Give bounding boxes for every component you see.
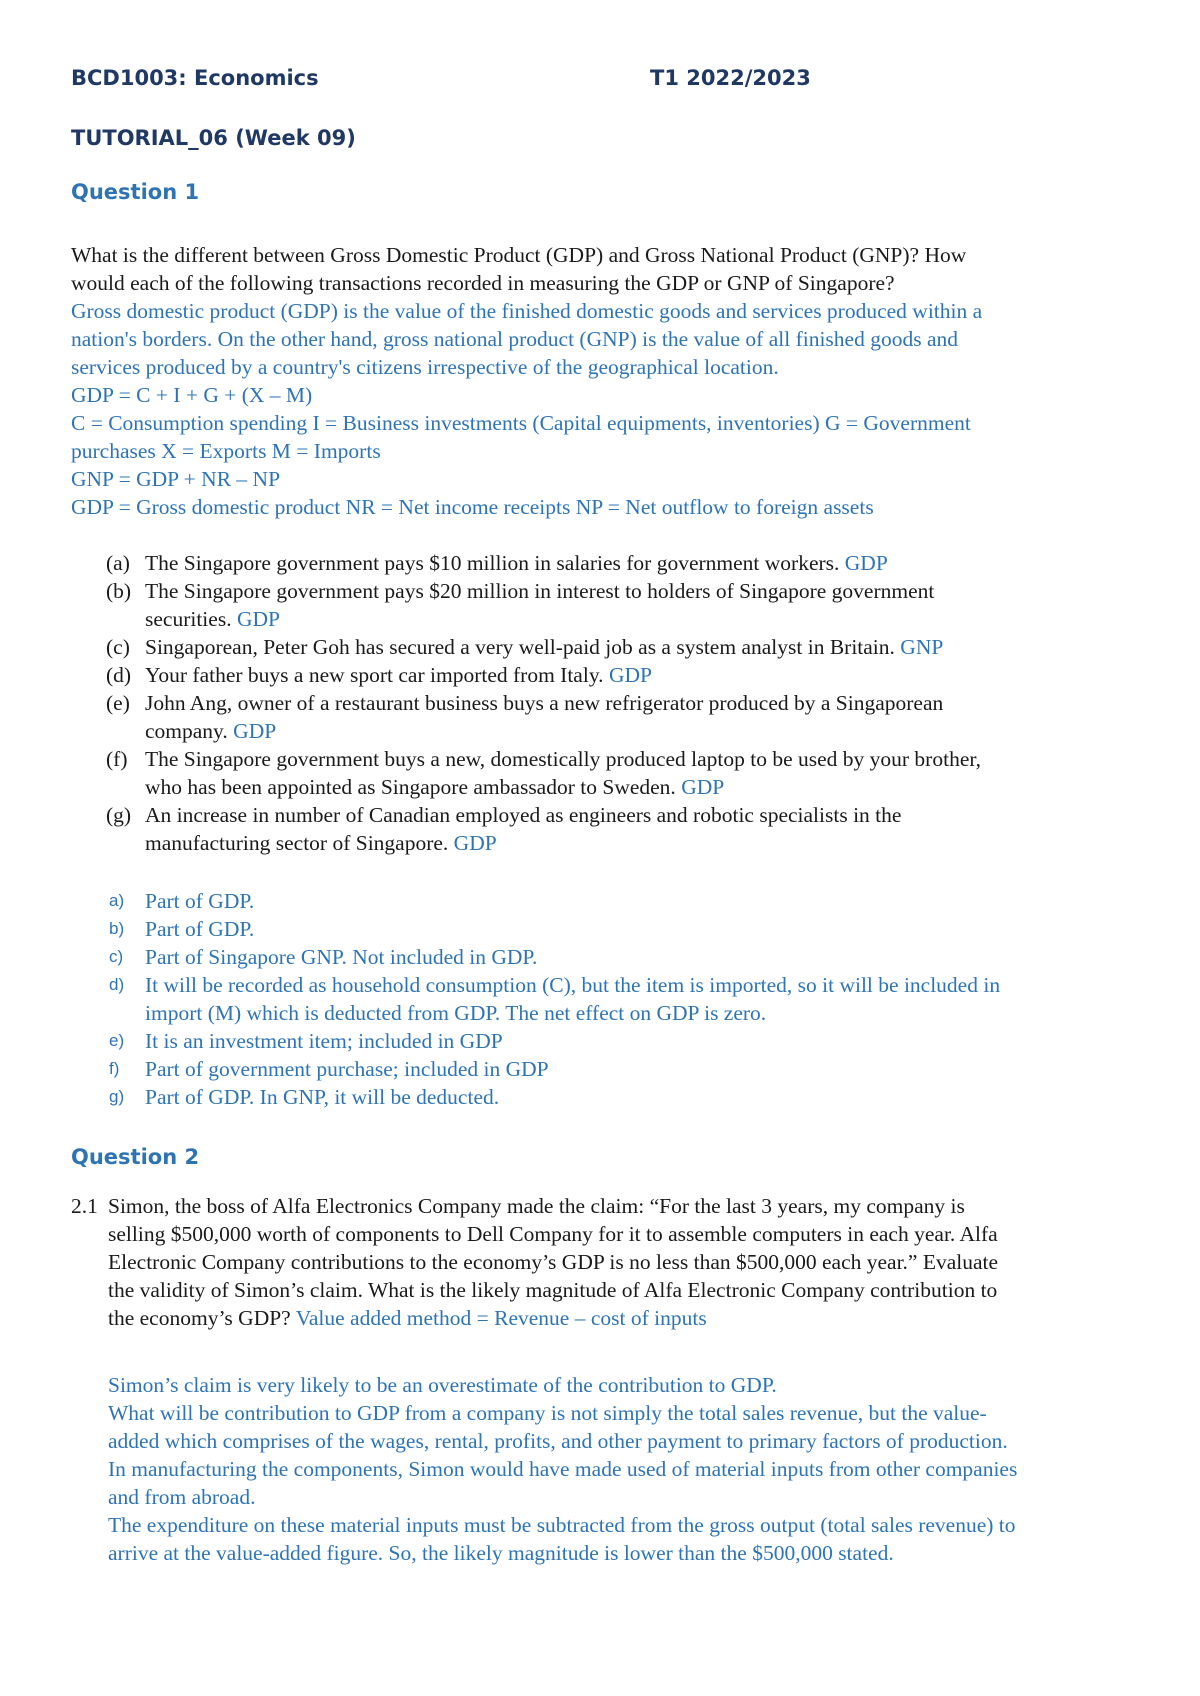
answer-marker: a) bbox=[109, 891, 125, 910]
answer-text: Part of GDP. bbox=[145, 917, 255, 941]
item-text bbox=[145, 549, 1145, 577]
answer-marker: d) bbox=[109, 975, 125, 994]
question-2-answer-line: What will be contribution to GDP from a company is not simply the total sales revenue, but the value- bbox=[108, 1401, 987, 1425]
answer-text: Part of GDP. bbox=[145, 889, 255, 913]
list-item bbox=[0, 689, 1200, 745]
question-2-answer-line: In manufacturing the components, Simon would have made used of material inputs from other companies bbox=[108, 1457, 1018, 1481]
item-answer-tag: GDP bbox=[236, 607, 280, 631]
transaction-list bbox=[0, 549, 1200, 857]
item-line: securities. bbox=[145, 607, 232, 631]
item-line: who has been appointed as Singapore ambassador to Sweden. bbox=[145, 775, 676, 799]
item-marker: (d) bbox=[106, 663, 132, 687]
list-item bbox=[0, 549, 1200, 577]
list-item bbox=[0, 971, 1200, 1027]
item-text bbox=[145, 689, 1145, 745]
question-1-answer-line: purchases X = Exports M = Imports bbox=[71, 439, 381, 463]
list-item bbox=[0, 801, 1200, 857]
question-2-answer-line: Simon’s claim is very likely to be an overestimate of the contribution to GDP. bbox=[108, 1373, 777, 1397]
item-marker: (a) bbox=[106, 551, 130, 575]
answer-text: It is an investment item; included in GDP bbox=[145, 1029, 503, 1053]
answer-line: It will be recorded as household consumption (C), but the item is imported, so it will be included in bbox=[145, 973, 1001, 997]
item-line: John Ang, owner of a restaurant business buys a new refrigerator produced by a Singaporean bbox=[145, 691, 944, 715]
question-1-answer-line: GDP = Gross domestic product NR = Net income receipts NP = Net outflow to foreign assets bbox=[71, 495, 874, 519]
value-added-formula: Value added method = Revenue – cost of inputs bbox=[295, 1306, 707, 1330]
item-line: company. bbox=[145, 719, 228, 743]
question-1-prompt-line: What is the different between Gross Domestic Product (GDP) and Gross National Product (GNP)? How bbox=[71, 243, 967, 267]
item-text bbox=[145, 577, 1145, 633]
question-1-title: Question 1 bbox=[71, 180, 200, 204]
item-marker: (b) bbox=[106, 579, 132, 603]
item-line: Your father buys a new sport car imported from Italy. bbox=[145, 663, 604, 687]
question-2-title: Question 2 bbox=[71, 1145, 200, 1169]
item-text bbox=[145, 801, 1145, 857]
question-1-answer-line: Gross domestic product (GDP) is the value of the finished domestic goods and services produced within a bbox=[71, 299, 983, 323]
item-line: An increase in number of Canadian employed as engineers and robotic specialists in the bbox=[145, 803, 902, 827]
question-2-line: the validity of Simon’s claim. What is the likely magnitude of Alfa Electronic Company contribution to bbox=[108, 1278, 998, 1302]
question-2-answer-line: The expenditure on these material inputs must be subtracted from the gross output (total sales revenue) to bbox=[108, 1513, 1016, 1537]
item-text bbox=[145, 661, 1145, 689]
list-item bbox=[0, 1055, 1200, 1083]
question-1-answer-line: services produced by a country's citizens irrespective of the geographical location. bbox=[71, 355, 779, 379]
gdp-formula: GDP = C + I + G + (X – M) bbox=[71, 383, 313, 407]
list-item bbox=[0, 1027, 1200, 1055]
answer-marker: b) bbox=[109, 919, 125, 938]
question-2-line: Simon, the boss of Alfa Electronics Company made the claim: “For the last 3 years, my company is bbox=[108, 1194, 965, 1218]
item-marker: (e) bbox=[106, 691, 130, 715]
question-2-line: Electronic Company contributions to the economy’s GDP is no less than $500,000 each year.” Evaluate bbox=[108, 1250, 999, 1274]
item-answer-tag: GDP bbox=[844, 551, 888, 575]
item-answer-tag: GNP bbox=[900, 635, 944, 659]
question-2-answer-line: and from abroad. bbox=[108, 1485, 256, 1509]
question-2-answer bbox=[108, 1371, 1168, 1567]
item-answer-tag: GDP bbox=[233, 719, 277, 743]
list-item bbox=[0, 943, 1200, 971]
question-2-line: selling $500,000 worth of components to Dell Company for it to assemble computers in each year. Alfa bbox=[108, 1222, 998, 1246]
item-line: Singaporean, Peter Goh has secured a very well-paid job as a system analyst in Britain. bbox=[145, 635, 895, 659]
gnp-formula: GNP = GDP + NR – NP bbox=[71, 467, 281, 491]
question-1-body bbox=[71, 241, 1141, 521]
item-marker: (g) bbox=[106, 803, 132, 827]
answer-marker: f) bbox=[109, 1059, 120, 1078]
question-2-1 bbox=[0, 1192, 1200, 1332]
question-1-answer-line: C = Consumption spending I = Business investments (Capital equipments, inventories) G = Government bbox=[71, 411, 971, 435]
item-text bbox=[145, 745, 1145, 801]
question-number: 2.1 bbox=[71, 1194, 98, 1218]
answer-list bbox=[0, 887, 1200, 1111]
item-marker: (c) bbox=[106, 635, 130, 659]
list-item bbox=[0, 1083, 1200, 1111]
question-1-answer-line: nation's borders. On the other hand, gross national product (GNP) is the value of all finished goods and bbox=[71, 327, 958, 351]
question-1-prompt-line: would each of the following transactions recorded in measuring the GDP or GNP of Singapore? bbox=[71, 271, 895, 295]
list-item bbox=[0, 661, 1200, 689]
item-line: The Singapore government pays $20 million in interest to holders of Singapore government bbox=[145, 579, 935, 603]
list-item bbox=[0, 745, 1200, 801]
answer-text: Part of government purchase; included in GDP bbox=[145, 1057, 549, 1081]
item-answer-tag: GDP bbox=[681, 775, 725, 799]
answer-marker: e) bbox=[109, 1031, 125, 1050]
tutorial-title: TUTORIAL_06 (Week 09) bbox=[71, 126, 356, 150]
answer-marker: c) bbox=[109, 947, 124, 966]
item-line: manufacturing sector of Singapore. bbox=[145, 831, 449, 855]
course-title: BCD1003: Economics bbox=[71, 66, 319, 90]
item-answer-tag: GDP bbox=[608, 663, 652, 687]
answer-text: Part of GDP. In GNP, it will be deducted. bbox=[145, 1085, 500, 1109]
item-line: The Singapore government pays $10 million in salaries for government workers. bbox=[145, 551, 840, 575]
term-label: T1 2022/2023 bbox=[650, 66, 811, 90]
list-item bbox=[0, 887, 1200, 915]
question-2-answer-line: added which comprises of the wages, rental, profits, and other payment to primary factors of production. bbox=[108, 1429, 1008, 1453]
question-2-1-text bbox=[108, 1192, 1148, 1332]
answer-line: import (M) which is deducted from GDP. The net effect on GDP is zero. bbox=[145, 1001, 767, 1025]
answer-text: Part of Singapore GNP. Not included in GDP. bbox=[145, 945, 538, 969]
list-item bbox=[0, 577, 1200, 633]
list-item bbox=[0, 915, 1200, 943]
question-2-answer-line: arrive at the value-added figure. So, the likely magnitude is lower than the $500,000 stated. bbox=[108, 1541, 894, 1565]
item-line: The Singapore government buys a new, domestically produced laptop to be used by your brother, bbox=[145, 747, 982, 771]
item-answer-tag: GDP bbox=[453, 831, 497, 855]
question-2-line: the economy’s GDP? bbox=[108, 1306, 291, 1330]
item-marker: (f) bbox=[106, 747, 128, 771]
answer-text bbox=[145, 971, 1145, 1027]
list-item bbox=[0, 633, 1200, 661]
answer-marker: g) bbox=[109, 1087, 125, 1106]
item-text bbox=[145, 633, 1145, 661]
